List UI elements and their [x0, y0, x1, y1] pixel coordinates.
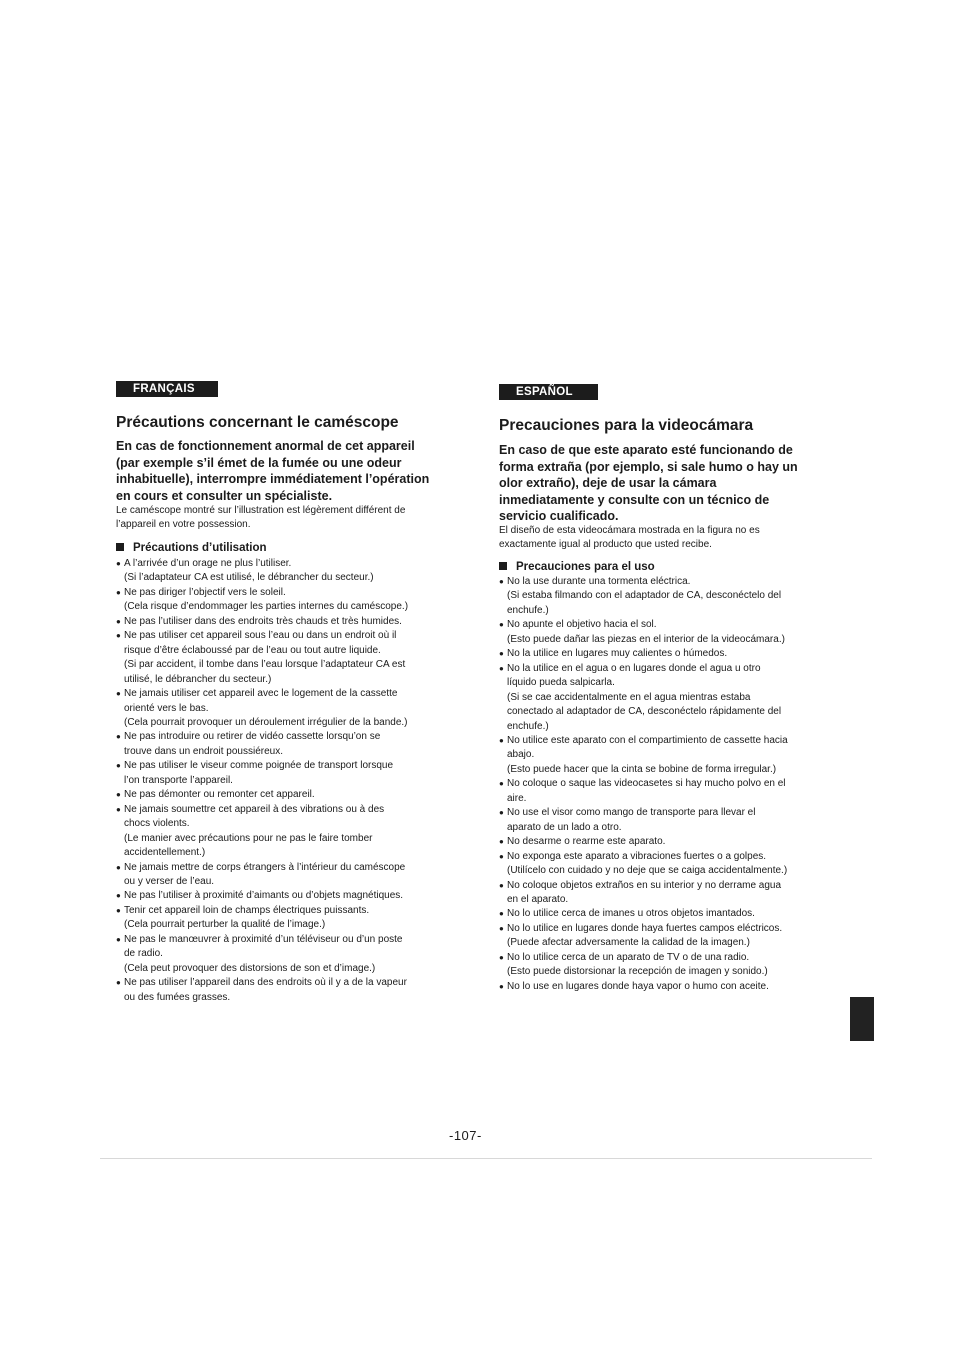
bullet-icon: ●	[499, 909, 504, 919]
list-item	[499, 734, 788, 777]
list-item-line: conectado al adaptador de CA, desconéctelo rápidamente del	[507, 706, 782, 718]
bullet-icon: ●	[499, 649, 504, 659]
list-item	[499, 850, 788, 879]
list-item-line: orienté vers le bas.	[124, 702, 209, 714]
list-item-line: Ne pas l’utiliser à proximité d’aimants ou d’objets magnétiques.	[124, 890, 404, 902]
footer-rule	[100, 1158, 872, 1159]
list-item	[499, 777, 788, 806]
list-item	[499, 647, 788, 661]
list-item	[116, 557, 408, 586]
precautions-list	[499, 575, 788, 994]
list-item-line: No desarme o rearme este aparato.	[507, 836, 666, 848]
bullet-icon: ●	[116, 587, 121, 597]
list-item	[499, 662, 788, 734]
list-item-line: Ne pas diriger l’objectif vers le soleil.	[124, 586, 286, 598]
list-item	[116, 730, 408, 759]
list-item-line: Ne pas introduire ou retirer de vidéo cassette lorsqu’on se	[124, 731, 381, 743]
list-item-line: (Si se cae accidentalmente en el agua mientras estaba	[507, 691, 751, 703]
bullet-icon: ●	[499, 663, 504, 673]
list-item-line: (Cela risque d’endommager les parties internes du caméscope.)	[124, 601, 409, 613]
list-item-line: trouve dans un endroit poussiéreux.	[124, 745, 283, 757]
bullet-icon: ●	[116, 905, 121, 915]
list-item-line: No la use durante una tormenta eléctrica.	[507, 576, 691, 587]
list-item-line: No la utilice en lugares muy calientes o húmedos.	[507, 648, 728, 660]
list-item-line: No lo utilice cerca de imanes u otros objetos imantados.	[507, 908, 755, 920]
warning-line: inmediatamente y consulte con un técnico de	[499, 492, 770, 507]
list-item-line: Ne pas utiliser le viseur comme poignée de transport lorsque	[124, 760, 394, 772]
bullet-icon: ●	[116, 732, 121, 742]
list-item-line: (Cela pourrait perturber la qualité de l’image.)	[124, 919, 326, 931]
list-item-line: Ne pas démonter ou remonter cet appareil.	[124, 789, 315, 801]
list-item-line: No lo use en lugares donde haya vapor o humo con aceite.	[507, 980, 769, 992]
list-item	[116, 904, 408, 933]
bullet-icon: ●	[499, 577, 504, 586]
list-item-line: enchufe.)	[507, 604, 549, 616]
list-item-line: No coloque o saque las videocasetes si hay mucho polvo en el	[507, 778, 786, 790]
list-item	[116, 861, 408, 890]
list-item-line: ou des fumées grasses.	[124, 991, 231, 1003]
warning-line: (par exemple s’il émet de la fumée ou une odeur	[116, 455, 402, 470]
list-item-line: Ne jamais soumettre cet appareil à des vibrations ou à des	[124, 803, 385, 815]
bullet-icon: ●	[116, 934, 121, 944]
list-item	[499, 907, 788, 921]
list-item	[116, 933, 408, 976]
list-item-line: No use el visor como mango de transporte para llevar el	[507, 807, 756, 819]
list-item-line: (Puede afectar adversamente la calidad de la imagen.)	[507, 937, 750, 949]
list-item-line: (Esto puede hacer que la cinta se bobine de forma irregular.)	[507, 763, 777, 775]
list-item-line: (Esto puede distorsionar la recepción de imagen y sonido.)	[507, 966, 768, 978]
list-item-line: chocs violents.	[124, 818, 190, 830]
warning-line: forma extraña (por ejemplo, si sale humo o hay un	[499, 459, 798, 474]
list-item-line: Ne jamais mettre de corps étrangers à l’intérieur du caméscope	[124, 861, 406, 873]
list-item	[499, 951, 788, 980]
square-bullet-icon	[116, 543, 124, 551]
bullet-icon: ●	[116, 891, 121, 901]
list-item-line: No la utilice en el agua o en lugares donde el agua u otro	[507, 662, 761, 674]
intro-line: l’appareil en votre possession.	[116, 519, 251, 530]
list-item-line: Ne pas utiliser l’appareil dans des endroits où il y a de la vapeur	[124, 977, 407, 989]
bullet-icon: ●	[499, 981, 504, 991]
section-title: Précautions concernant le caméscope	[116, 414, 399, 431]
bullet-icon: ●	[116, 862, 121, 872]
language-tab-spanish: ESPAÑOL	[499, 384, 598, 400]
list-item-line: (Utilícelo con cuidado y no deje que se caiga accidentalmente.)	[507, 865, 788, 877]
list-item	[116, 629, 408, 687]
list-item	[499, 835, 788, 849]
bullet-icon: ●	[116, 978, 121, 988]
list-item-line: (Esto puede dañar las piezas en el interior de la videocámara.)	[507, 633, 785, 645]
warning-line: En caso de que este aparato esté funcionando de	[499, 443, 793, 457]
intro-line: El diseño de esta videocámara mostrada en la figura no es	[499, 525, 760, 536]
subheading-text: Précautions d’utilisation	[133, 542, 267, 554]
intro-note	[116, 504, 405, 532]
list-item	[499, 922, 788, 951]
warning-line: en cours et consulter un spécialiste.	[116, 488, 333, 503]
list-item-line: Ne pas utiliser cet appareil sous l’eau ou dans un endroit où il	[124, 630, 397, 642]
bullet-icon: ●	[116, 761, 121, 771]
list-item-line: risque d’être éclaboussé par de l’eau ou tout autre liquide.	[124, 644, 381, 656]
list-item-line: Ne pas l’utiliser dans des endroits très chauds et très humides.	[124, 615, 402, 627]
warning-line: inhabituelle), interrompre immédiatement l’opération	[116, 472, 430, 486]
list-item-line: aparato de un lado a otro.	[507, 821, 622, 833]
bullet-icon: ●	[499, 620, 504, 630]
list-item	[116, 889, 408, 903]
list-item	[116, 615, 408, 629]
list-item-line: No utilice este aparato con el compartimiento de cassette hacia	[507, 734, 788, 746]
list-item	[116, 759, 408, 788]
section-edge-tab	[850, 997, 874, 1041]
bullet-icon: ●	[499, 923, 504, 933]
list-item-line: de radio.	[124, 948, 163, 960]
subheading	[499, 560, 655, 574]
bullet-icon: ●	[499, 735, 504, 745]
bullet-icon: ●	[499, 952, 504, 962]
list-item	[499, 806, 788, 835]
bullet-icon: ●	[116, 790, 121, 800]
intro-note	[499, 524, 760, 552]
list-item-line: abajo.	[507, 749, 535, 761]
bullet-icon: ●	[116, 689, 121, 699]
list-item-line: (Si par accident, il tombe dans l’eau lorsque l’adaptateur CA est	[124, 659, 406, 671]
square-bullet-icon	[499, 562, 507, 570]
page-number: -107-	[449, 1128, 482, 1143]
intro-line: exactamente igual al producto que usted recibe.	[499, 539, 712, 550]
list-item	[116, 687, 408, 730]
list-item-line: No lo utilice cerca de un aparato de TV o de una radio.	[507, 951, 750, 963]
list-item-line: No coloque objetos extraños en su interior y no derrame agua	[507, 879, 782, 891]
list-item	[116, 788, 408, 802]
list-item-line: líquido pueda salpicarla.	[507, 677, 615, 689]
subheading-text: Precauciones para el uso	[516, 561, 655, 573]
warning-line: En cas de fonctionnement anormal de cet appareil	[116, 439, 415, 453]
list-item-line: l’on transporte l’appareil.	[124, 774, 233, 786]
bullet-icon: ●	[116, 616, 121, 626]
list-item	[499, 575, 788, 618]
bullet-icon: ●	[499, 880, 504, 890]
bullet-icon: ●	[116, 631, 121, 641]
bullet-icon: ●	[499, 851, 504, 861]
list-item-line: No lo utilice en lugares donde haya fuertes campos eléctricos.	[507, 922, 783, 934]
list-item	[116, 586, 408, 615]
list-item-line: No apunte el objetivo hacia el sol.	[507, 619, 657, 631]
list-item-line: A l’arrivée d’un orage ne plus l’utiliser.	[124, 558, 292, 569]
list-item-line: Tenir cet appareil loin de champs électriques puissants.	[124, 904, 370, 916]
list-item	[499, 980, 788, 994]
list-item-line: en el aparato.	[507, 893, 569, 905]
list-item-line: No exponga este aparato a vibraciones fuertes o a golpes.	[507, 850, 767, 862]
list-item-line: (Cela peut provoquer des distorsions de son et d’image.)	[124, 962, 376, 974]
list-item-line: (Le manier avec précautions pour ne pas le faire tomber	[124, 832, 373, 844]
bullet-icon: ●	[499, 808, 504, 818]
warning-line: servicio cualificado.	[499, 509, 619, 523]
list-item-line: (Cela pourrait provoquer un déroulement irrégulier de la bande.)	[124, 716, 408, 728]
list-item-line: (Si estaba filmando con el adaptador de CA, desconéctelo del	[507, 590, 782, 602]
list-item	[499, 879, 788, 908]
warning-paragraph	[499, 442, 839, 525]
language-tab-french: FRANÇAIS	[116, 381, 218, 397]
warning-paragraph	[116, 438, 456, 504]
bullet-icon: ●	[499, 837, 504, 847]
bullet-icon: ●	[116, 559, 121, 568]
bullet-icon: ●	[499, 779, 504, 789]
list-item-line: (Si l’adaptateur CA est utilisé, le débrancher du secteur.)	[124, 572, 374, 584]
list-item-line: accidentellement.)	[124, 847, 206, 859]
intro-line: Le caméscope montré sur l’illustration est légèrement différent de	[116, 505, 406, 516]
list-item	[116, 803, 408, 861]
list-item-line: aire.	[507, 792, 527, 804]
list-item-line: utilisé, le débrancher du secteur.)	[124, 673, 272, 685]
section-title: Precauciones para la videocámara	[499, 417, 754, 434]
list-item-line: enchufe.)	[507, 720, 549, 732]
subheading	[116, 541, 267, 555]
list-item	[499, 618, 788, 647]
warning-line: olor extraño), deje de usar la cámara	[499, 476, 717, 490]
list-item-line: Ne pas le manœuvrer à proximité d’un téléviseur ou d’un poste	[124, 933, 403, 945]
list-item-line: ou y verser de l’eau.	[124, 875, 215, 887]
precautions-list	[116, 557, 408, 1005]
bullet-icon: ●	[116, 804, 121, 814]
list-item-line: Ne jamais utiliser cet appareil avec le logement de la cassette	[124, 688, 398, 700]
list-item	[116, 976, 408, 1005]
